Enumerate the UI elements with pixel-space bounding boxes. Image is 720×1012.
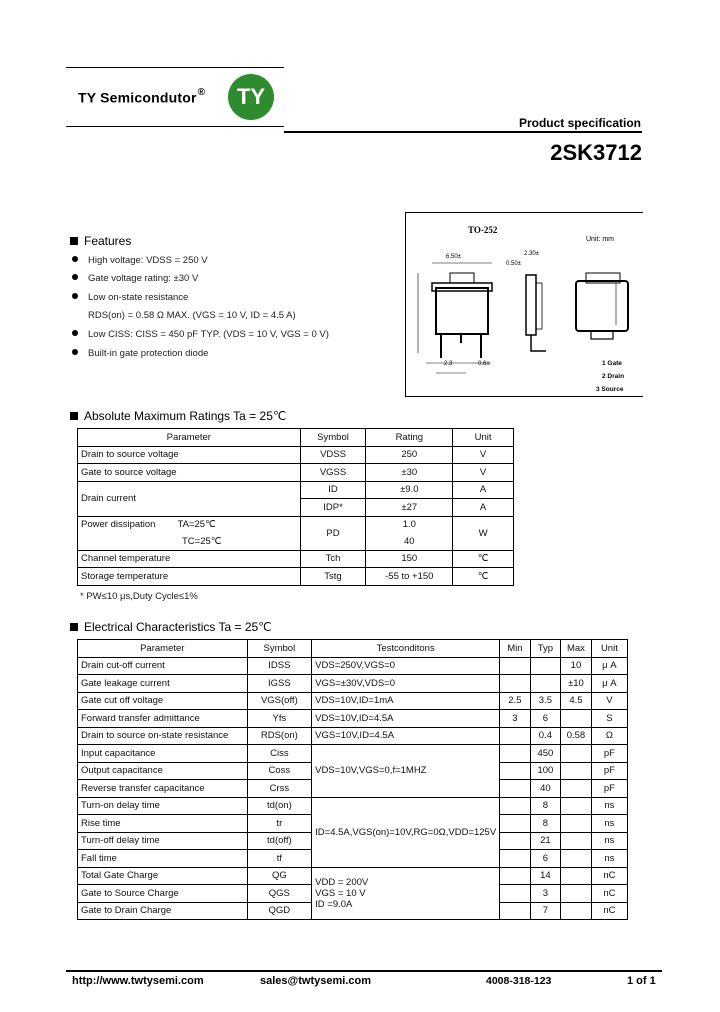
table-cell: 8: [530, 815, 560, 833]
table-cell: Crss: [247, 780, 312, 798]
table-cell: VGSS: [300, 464, 366, 482]
footer-phone: 4008-318-123: [486, 975, 552, 987]
bullet-square-icon: [70, 623, 78, 631]
table-cell: td(on): [247, 797, 312, 815]
table-cell: Min: [500, 640, 530, 658]
table-cell: 3: [530, 885, 560, 903]
footer-email[interactable]: sales@twtysemi.com: [260, 975, 371, 987]
table-cell: VGS(off): [247, 692, 312, 710]
table-cell: Symbol: [247, 640, 312, 658]
table-cell: Drain current: [78, 481, 301, 516]
table-cell: PD: [300, 516, 366, 550]
table-cell: 3.5: [530, 692, 560, 710]
elec-table: [77, 639, 628, 920]
table-cell: tr: [247, 815, 312, 833]
table-cell: ns: [591, 832, 627, 850]
table-cell: VDS=10V,ID=4.5A: [312, 710, 500, 728]
table-cell: μ A: [591, 675, 627, 693]
table-cell: Drain to source voltage: [78, 446, 301, 464]
table-cell: Ω: [591, 727, 627, 745]
table-cell: RDS(on): [247, 727, 312, 745]
table-row: [78, 446, 514, 464]
table-cell: [561, 867, 592, 885]
abs-max-title: Absolute Maximum Ratings Ta = 25℃: [70, 409, 286, 423]
table-row: [78, 727, 628, 745]
dimension-label: 2.3: [444, 361, 453, 367]
table-cell: IGSS: [247, 675, 312, 693]
table-cell: VDS=10V,ID=1mA: [312, 692, 500, 710]
table-row: [78, 533, 514, 550]
package-unit: Unit: mm: [586, 236, 614, 243]
table-cell: 450: [530, 745, 560, 763]
package-drawing: [405, 212, 643, 397]
table-cell: [500, 657, 530, 675]
table-cell: [500, 797, 530, 815]
table-cell: [500, 885, 530, 903]
table-cell: 21: [530, 832, 560, 850]
table-cell: [561, 780, 592, 798]
table-row: [78, 675, 628, 693]
table-row: [78, 710, 628, 728]
table-cell: V: [453, 464, 514, 482]
table-cell: pF: [591, 762, 627, 780]
table-row: [78, 516, 514, 533]
table-cell: ℃: [453, 550, 514, 568]
table-cell: 40: [530, 780, 560, 798]
table-cell: Coss: [247, 762, 312, 780]
table-cell: S: [591, 710, 627, 728]
ty-logo: TY: [228, 74, 274, 120]
table-cell: ns: [591, 797, 627, 815]
table-cell: ℃: [453, 568, 514, 586]
abs-max-note: * PW≤10 μs,Duty Cycle≤1%: [80, 591, 198, 602]
table-cell: pF: [591, 745, 627, 763]
table-cell: Output capacitance: [78, 762, 248, 780]
feature-item: Gate voltage rating: ±30 V: [72, 273, 198, 284]
table-cell: [500, 675, 530, 693]
feature-item: High voltage: VDSS = 250 V: [72, 255, 208, 266]
pin-1-label: 1 Gate: [602, 360, 622, 367]
table-cell: [561, 902, 592, 920]
table-cell: Rating: [366, 429, 453, 447]
table-cell: [530, 657, 560, 675]
table-cell: Parameter: [78, 429, 301, 447]
table-cell: 100: [530, 762, 560, 780]
table-row: [78, 745, 628, 763]
table-cell: ±9.0: [366, 481, 453, 499]
table-cell: Power dissipation TA=25℃: [78, 516, 301, 533]
merged-switching-conditions: ID=4.5A,VGS(on)=10V,RG=0Ω,VDD=125V: [312, 797, 500, 867]
table-cell: VGS=±30V,VDS=0: [312, 675, 500, 693]
table-cell: [500, 745, 530, 763]
table-cell: -55 to +150: [366, 568, 453, 586]
table-row: [78, 797, 628, 815]
table-cell: QGD: [247, 902, 312, 920]
product-spec-label: Product specification: [518, 116, 641, 130]
table-cell: V: [453, 446, 514, 464]
table-cell: ±27: [366, 499, 453, 517]
table-cell: Tstg: [300, 568, 366, 586]
header-rule-left: [66, 126, 284, 127]
table-row: [78, 867, 628, 885]
table-cell: V: [591, 692, 627, 710]
table-cell: [561, 885, 592, 903]
table-cell: [561, 850, 592, 868]
table-cell: [500, 850, 530, 868]
table-cell: [561, 710, 592, 728]
table-cell: [500, 762, 530, 780]
table-cell: Turn-on delay time: [78, 797, 248, 815]
features-title: Features: [70, 234, 131, 248]
table-cell: Forward transfer admittance: [78, 710, 248, 728]
table-cell: TC=25℃: [78, 533, 301, 550]
table-cell: Drain to source on-state resistance: [78, 727, 248, 745]
table-cell: 40: [366, 533, 453, 550]
table-cell: QG: [247, 867, 312, 885]
bullet-square-icon: [70, 412, 78, 420]
table-cell: 3: [500, 710, 530, 728]
table-cell: Turn-off delay time: [78, 832, 248, 850]
table-cell: [500, 815, 530, 833]
table-cell: A: [453, 499, 514, 517]
table-cell: ns: [591, 815, 627, 833]
table-cell: 250: [366, 446, 453, 464]
table-cell: [500, 867, 530, 885]
table-cell: [500, 902, 530, 920]
header-rule-right: [284, 131, 642, 133]
abs-max-table: [77, 428, 514, 586]
dimension-label: 2.30±: [524, 251, 539, 257]
table-cell: IDP*: [300, 499, 366, 517]
feature-item: Built-in gate protection diode: [72, 348, 208, 359]
table-cell: nC: [591, 867, 627, 885]
table-cell: [561, 797, 592, 815]
table-cell: nC: [591, 885, 627, 903]
table-cell: μ A: [591, 657, 627, 675]
table-cell: [561, 832, 592, 850]
pin-3-label: 3 Source: [596, 386, 624, 393]
footer-website[interactable]: http://www.twtysemi.com: [72, 975, 204, 987]
table-cell: 10: [561, 657, 592, 675]
table-cell: Channel temperature: [78, 550, 301, 568]
table-cell: ±10: [561, 675, 592, 693]
feature-item: Low on-state resistance: [72, 292, 188, 303]
pin-2-label: 2 Drain: [602, 373, 625, 380]
table-cell: [500, 727, 530, 745]
table-cell: 7: [530, 902, 560, 920]
table-cell: [530, 675, 560, 693]
table-cell: 0.58: [561, 727, 592, 745]
table-cell: Typ: [530, 640, 560, 658]
table-cell: Ciss: [247, 745, 312, 763]
table-cell: Unit: [591, 640, 627, 658]
feature-item: Low CISS: CISS = 450 pF TYP. (VDS = 10 V, VGS = 0 V): [72, 329, 329, 340]
table-row: [78, 568, 514, 586]
table-cell: Parameter: [78, 640, 248, 658]
table-cell: [561, 745, 592, 763]
package-outline-svg: [406, 213, 643, 396]
table-row: [78, 464, 514, 482]
table-cell: 2.5: [500, 692, 530, 710]
package-name: TO-252: [468, 225, 498, 235]
bullet-dot-icon: [72, 293, 78, 299]
elec-title: Electrical Characteristics Ta = 25℃: [70, 620, 272, 634]
table-cell: ±30: [366, 464, 453, 482]
table-cell: ns: [591, 850, 627, 868]
registered-mark: ®: [197, 87, 206, 98]
footer-rule: [66, 970, 662, 972]
table-row: [78, 657, 628, 675]
table-row: [78, 692, 628, 710]
merged-charge-conditions: VDD = 200V VGS = 10 V ID =9.0A: [312, 867, 500, 920]
table-cell: Max: [561, 640, 592, 658]
table-cell: [500, 832, 530, 850]
table-cell: QGS: [247, 885, 312, 903]
table-header-row: [78, 640, 628, 658]
part-number: 2SK3712: [550, 140, 642, 165]
header-rule-top: [66, 67, 284, 68]
table-cell: Gate leakage current: [78, 675, 248, 693]
table-cell: VGS=10V,ID=4.5A: [312, 727, 500, 745]
dimension-label: 0.50±: [506, 261, 521, 267]
table-cell: Total Gate Charge: [78, 867, 248, 885]
merged-cap-conditions: VDS=10V,VGS=0,f=1MHZ: [312, 745, 500, 798]
table-cell: Gate to Source Charge: [78, 885, 248, 903]
table-cell: 4.5: [561, 692, 592, 710]
table-cell: 1.0: [366, 516, 453, 533]
table-cell: [561, 762, 592, 780]
brand-name: [78, 89, 205, 106]
table-cell: Rise time: [78, 815, 248, 833]
table-cell: Fall time: [78, 850, 248, 868]
table-cell: VDSS: [300, 446, 366, 464]
table-cell: 150: [366, 550, 453, 568]
table-cell: Drain cut-off current: [78, 657, 248, 675]
table-row: [78, 550, 514, 568]
footer-page: 1 of 1: [627, 975, 656, 987]
table-cell: [561, 815, 592, 833]
table-cell: Storage temperature: [78, 568, 301, 586]
feature-item-sub: RDS(on) = 0.58 Ω MAX. (VGS = 10 V, ID = 4.5 A): [88, 310, 296, 321]
table-cell: [500, 780, 530, 798]
dimension-label: 0.6±: [478, 361, 490, 367]
table-cell: Gate to Drain Charge: [78, 902, 248, 920]
brand-text: TY Semicondutor: [78, 89, 197, 106]
table-cell: Tch: [300, 550, 366, 568]
table-cell: Reverse transfer capacitance: [78, 780, 248, 798]
table-cell: A: [453, 481, 514, 499]
bullet-dot-icon: [72, 274, 78, 280]
table-cell: Symbol: [300, 429, 366, 447]
table-header-row: [78, 429, 514, 447]
dimension-label: 6.50±: [446, 254, 461, 260]
table-cell: 0.4: [530, 727, 560, 745]
table-cell: VDS=250V,VGS=0: [312, 657, 500, 675]
table-cell: ID: [300, 481, 366, 499]
table-cell: Testconditons: [312, 640, 500, 658]
table-cell: 14: [530, 867, 560, 885]
table-cell: tf: [247, 850, 312, 868]
table-cell: td(off): [247, 832, 312, 850]
bullet-dot-icon: [72, 256, 78, 262]
table-cell: Gate to source voltage: [78, 464, 301, 482]
table-cell: Unit: [453, 429, 514, 447]
table-cell: 8: [530, 797, 560, 815]
table-cell: nC: [591, 902, 627, 920]
bullet-dot-icon: [72, 330, 78, 336]
table-cell: 6: [530, 710, 560, 728]
bullet-square-icon: [70, 237, 78, 245]
table-cell: Yfs: [247, 710, 312, 728]
bullet-dot-icon: [72, 349, 78, 355]
table-cell: IDSS: [247, 657, 312, 675]
table-cell: W: [453, 516, 514, 550]
table-cell: Input capacitance: [78, 745, 248, 763]
table-cell: pF: [591, 780, 627, 798]
table-cell: Gate cut off voltage: [78, 692, 248, 710]
table-cell: 6: [530, 850, 560, 868]
table-row: [78, 481, 514, 499]
